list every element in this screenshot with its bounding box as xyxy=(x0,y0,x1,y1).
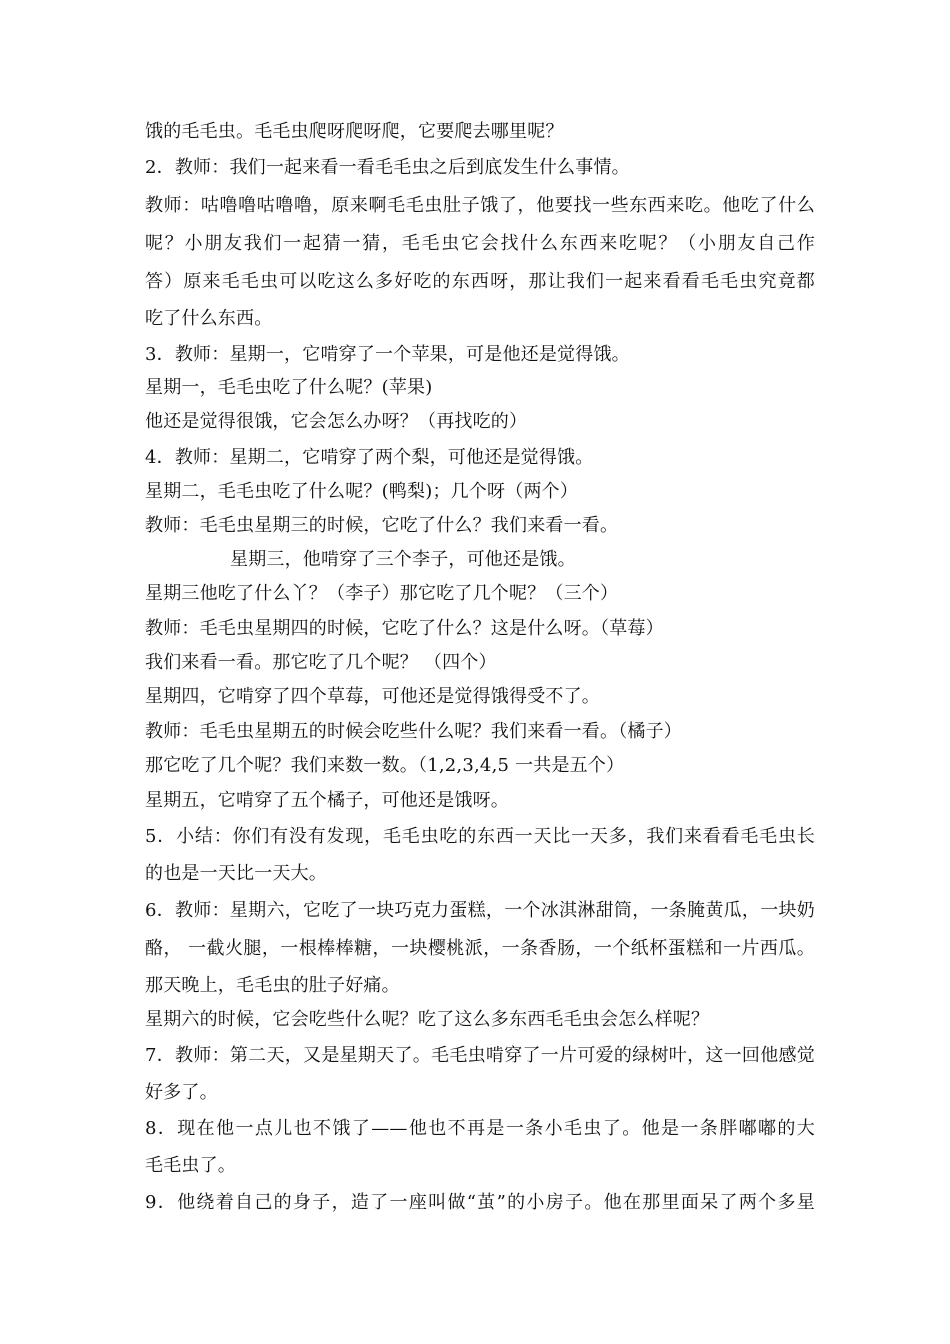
text-line: 答）原来毛毛虫可以吃这么多好吃的东西呀，那让我们一起来看看毛毛虫究竟都 xyxy=(145,271,815,292)
text-line: 5．小结：你们有没有发现，毛毛虫吃的东西一天比一天多，我们来看看毛毛虫长 xyxy=(145,826,815,847)
text-line: 7．教师：第二天，又是星期天了。毛毛虫啃穿了一片可爱的绿树叶，这一回他感觉 xyxy=(145,1045,815,1066)
text-line: 他还是觉得很饿，它会怎么办呀？（再找吃的） xyxy=(145,411,528,432)
text-line: 教师：咕噜噜咕噜噜，原来啊毛毛虫肚子饿了，他要找一些东西来吃。他吃了什么 xyxy=(145,195,815,216)
text-line: 吃了什么东西。 xyxy=(145,308,273,329)
text-line: 星期一，毛毛虫吃了什么呢？(苹果) xyxy=(145,377,433,398)
text-line: 星期四，它啃穿了四个草莓，可他还是觉得饿得受不了。 xyxy=(145,686,600,707)
text-line: 星期二，毛毛虫吃了什么呢？(鸭梨)；几个呀（两个） xyxy=(145,481,579,502)
text-line: 教师：毛毛虫星期五的时候会吃些什么呢？我们来看一看。（橘子） xyxy=(145,721,682,742)
text-line: 8．现在他一点儿也不饿了——他也不再是一条小毛虫了。他是一条胖嘟嘟的大 xyxy=(145,1118,815,1139)
text-line: 饿的毛毛虫。毛毛虫爬呀爬呀爬，它要爬去哪里呢？ xyxy=(145,121,564,142)
text-line: 我们来看一看。那它吃了几个呢？ （四个） xyxy=(145,652,497,673)
text-line: 教师：毛毛虫星期四的时候，它吃了什么？这是什么呀。（草莓） xyxy=(145,618,664,639)
text-line: 那它吃了几个呢？我们来数一数。（1,2,3,4,5 一共是五个） xyxy=(145,755,625,776)
text-line: 2．教师：我们一起来看一看毛毛虫之后到底发生什么事情。 xyxy=(145,157,630,178)
text-line: 6．教师：星期六，它吃了一块巧克力蛋糕，一个冰淇淋甜筒，一条腌黄瓜，一块奶 xyxy=(145,900,815,921)
text-line: 3．教师：星期一，它啃穿了一个苹果，可是他还是觉得饿。 xyxy=(145,344,630,365)
text-line: 星期三他吃了什么丫？（李子）那它吃了几个呢？（三个） xyxy=(145,583,619,604)
text-line: 9．他绕着自己的身子，造了一座叫做“茧”的小房子。他在那里面呆了两个多星 xyxy=(145,1192,815,1213)
text-line: 4．教师：星期二，它啃穿了两个梨，可他还是觉得饿。 xyxy=(145,447,594,468)
text-line: 呢？小朋友我们一起猜一猜，毛毛虫它会找什么东西来吃呢？（小朋友自己作 xyxy=(145,233,815,254)
text-line: 星期三，他啃穿了三个李子，可他还是饿。 xyxy=(230,549,576,570)
text-line: 星期六的时候，它会吃些什么呢？吃了这么多东西毛毛虫会怎么样呢？ xyxy=(145,1009,710,1030)
text-line: 的也是一天比一天大。 xyxy=(145,863,327,884)
text-line: 毛毛虫了。 xyxy=(145,1155,236,1176)
text-line: 教师：毛毛虫星期三的时候，它吃了什么？我们来看一看。 xyxy=(145,515,619,536)
text-line: 酪， 一截火腿，一根棒棒糖，一块樱桃派，一条香肠，一个纸杯蛋糕和一片西瓜。 xyxy=(145,938,815,959)
text-line: 好多了。 xyxy=(145,1082,218,1103)
text-line: 星期五，它啃穿了五个橘子，可他还是饿呀。 xyxy=(145,790,509,811)
text-line: 那天晚上，毛毛虫的肚子好痛。 xyxy=(145,975,400,996)
